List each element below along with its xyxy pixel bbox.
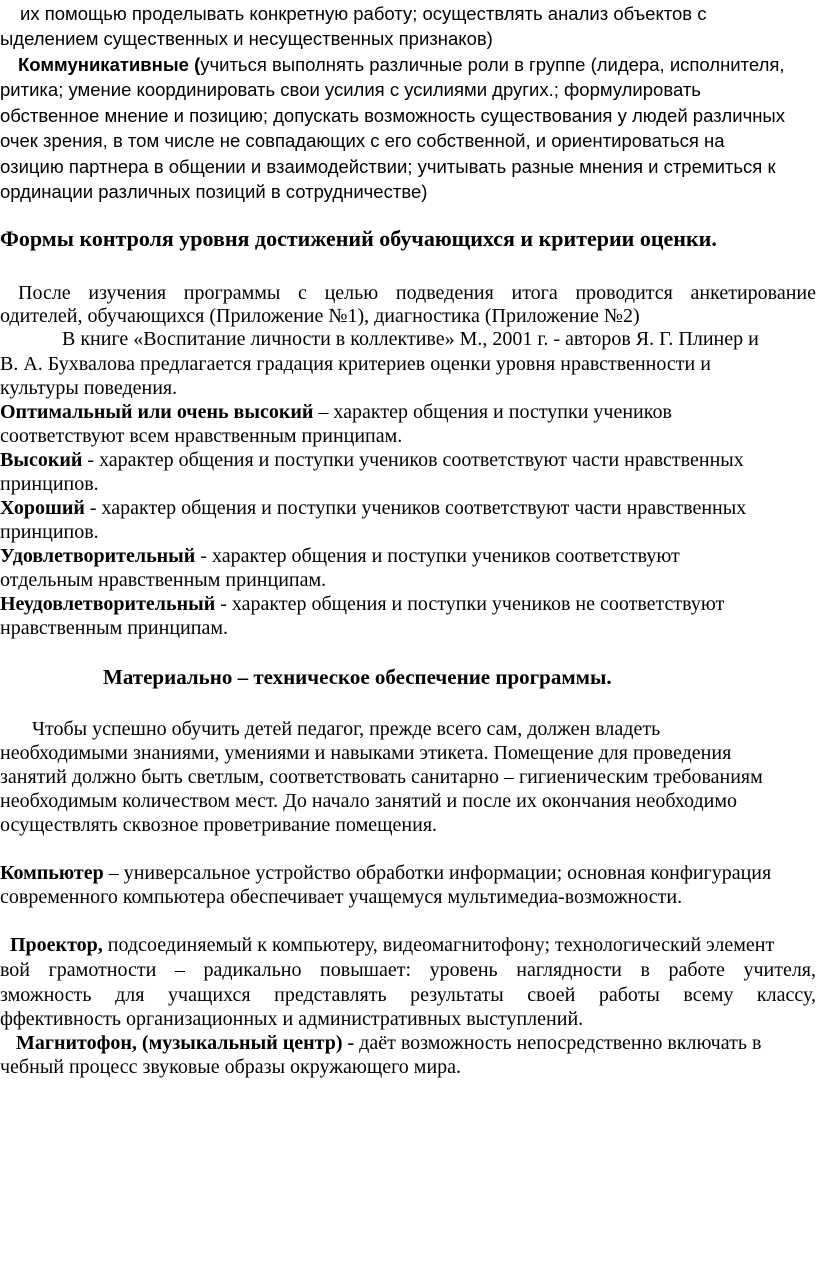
text-line: В книге «Воспитание личности в коллективе» М., 2001 г. - авторов Я. Г. Плинер и <box>62 328 759 350</box>
criterion-term: Оптимальный или очень высокий <box>0 401 314 423</box>
criterion-text: - характер общения и поступки учеников соответствуют части нравственных <box>84 497 747 519</box>
equipment-line <box>10 933 774 958</box>
text-line: очек зрения, в том числе не совпадающих с его собственной, и ориентироваться на <box>0 130 725 151</box>
criterion-line <box>0 448 744 473</box>
criterion-term: Неудовлетворительный <box>0 593 216 615</box>
equipment-line <box>0 861 771 886</box>
equipment-line <box>16 1031 761 1056</box>
equipment-term: Магнитофон, (музыкальный центр) - <box>16 1032 360 1054</box>
text-line: занятий должно быть светлым, соответствовать санитарно – гигиеническим требованиям <box>0 766 763 788</box>
text-line: ффективность организационных и административных выступлений. <box>0 1008 584 1030</box>
text-line: зможность для учащихся представлять результаты своей работы всему классу, <box>0 984 816 1006</box>
text-line: современного компьютера обеспечивает учащемуся мультимедиа-возможности. <box>0 886 683 908</box>
text-line: озицию партнера в общении и взаимодействии; учитывать разные мнения и стремиться к <box>0 156 776 177</box>
text-line: ритика; умение координировать свои усилия с усилиями других.; формулировать <box>0 79 701 100</box>
equipment-text: – универсальное устройство обработки информации; основная конфигурация <box>103 862 772 884</box>
equipment-text: даёт возможность непосредственно включать в <box>359 1032 762 1054</box>
equipment-text: подсоединяемый к компьютеру, видеомагнитофону; технологический элемент <box>102 934 775 956</box>
text-line: обственное мнение и позицию; допускать возможность существования у людей различных <box>0 105 785 126</box>
text-line: вой грамотности – радикально повышает: уровень наглядности в работе учителя, <box>0 959 816 981</box>
criterion-text: – характер общения и поступки учеников <box>313 401 672 423</box>
text-line: ординации различных позиций в сотрудничестве) <box>0 181 428 202</box>
text-line: необходимыми знаниями, умениями и навыками этикета. Помещение для проведения <box>0 742 732 764</box>
text-line: одителей, обучающихся (Приложение №1), диагностика (Приложение №2) <box>0 305 640 327</box>
text-span: учиться выполнять различные роли в группе (лидера, исполнителя, <box>200 54 785 75</box>
text-line: После изучения программы с целью подведения итога проводится анкетирование <box>18 282 816 304</box>
criterion-text: - характер общения и поступки учеников не соответствуют <box>215 593 725 615</box>
text-line: осуществлять сквозное проветривание помещения. <box>0 814 438 836</box>
text-line <box>18 52 785 77</box>
term-communicative: Коммуникативные ( <box>18 54 201 75</box>
criterion-line <box>0 400 672 425</box>
equipment-term: Компьютер <box>0 862 104 884</box>
text-line: Чтобы успешно обучить детей педагог, прежде всего сам, должен владеть <box>32 718 661 740</box>
text-line: их помощью проделывать конкретную работу; осуществлять анализ объектов с <box>20 3 707 24</box>
text-line: чебный процесс звуковые образы окружающего мира. <box>0 1056 462 1078</box>
criterion-continuation: отдельным нравственным принципам. <box>0 569 327 591</box>
criterion-text: - характер общения и поступки учеников соответствуют <box>195 545 680 567</box>
criterion-text: - характер общения и поступки учеников соответствуют части нравственных <box>82 449 744 471</box>
criterion-line <box>0 544 680 569</box>
criterion-line <box>0 592 724 617</box>
criterion-continuation: принципов. <box>0 521 99 543</box>
criterion-term: Высокий <box>0 449 83 471</box>
criterion-continuation: соответствуют всем нравственным принципам. <box>0 425 403 447</box>
section-heading: Материально – техническое обеспечение программы. <box>103 665 612 689</box>
criterion-term: Хороший <box>0 497 85 519</box>
equipment-term: Проектор, <box>10 934 103 956</box>
criterion-term: Удовлетворительный <box>0 545 196 567</box>
criterion-line <box>0 496 746 521</box>
text-line: необходимым количеством мест. До начало занятий и после их окончания необходимо <box>0 790 738 812</box>
criterion-continuation: принципов. <box>0 473 99 495</box>
text-line: В. А. Бухвалова предлагается градация критериев оценки уровня нравственности и <box>0 353 711 375</box>
text-line: культуры поведения. <box>0 377 178 399</box>
text-line: ыделением существенных и несущественных признаков) <box>0 28 493 49</box>
criterion-continuation: нравственным принципам. <box>0 617 228 639</box>
section-heading: Формы контроля уровня достижений обучающихся и критерии оценки. <box>0 226 717 251</box>
